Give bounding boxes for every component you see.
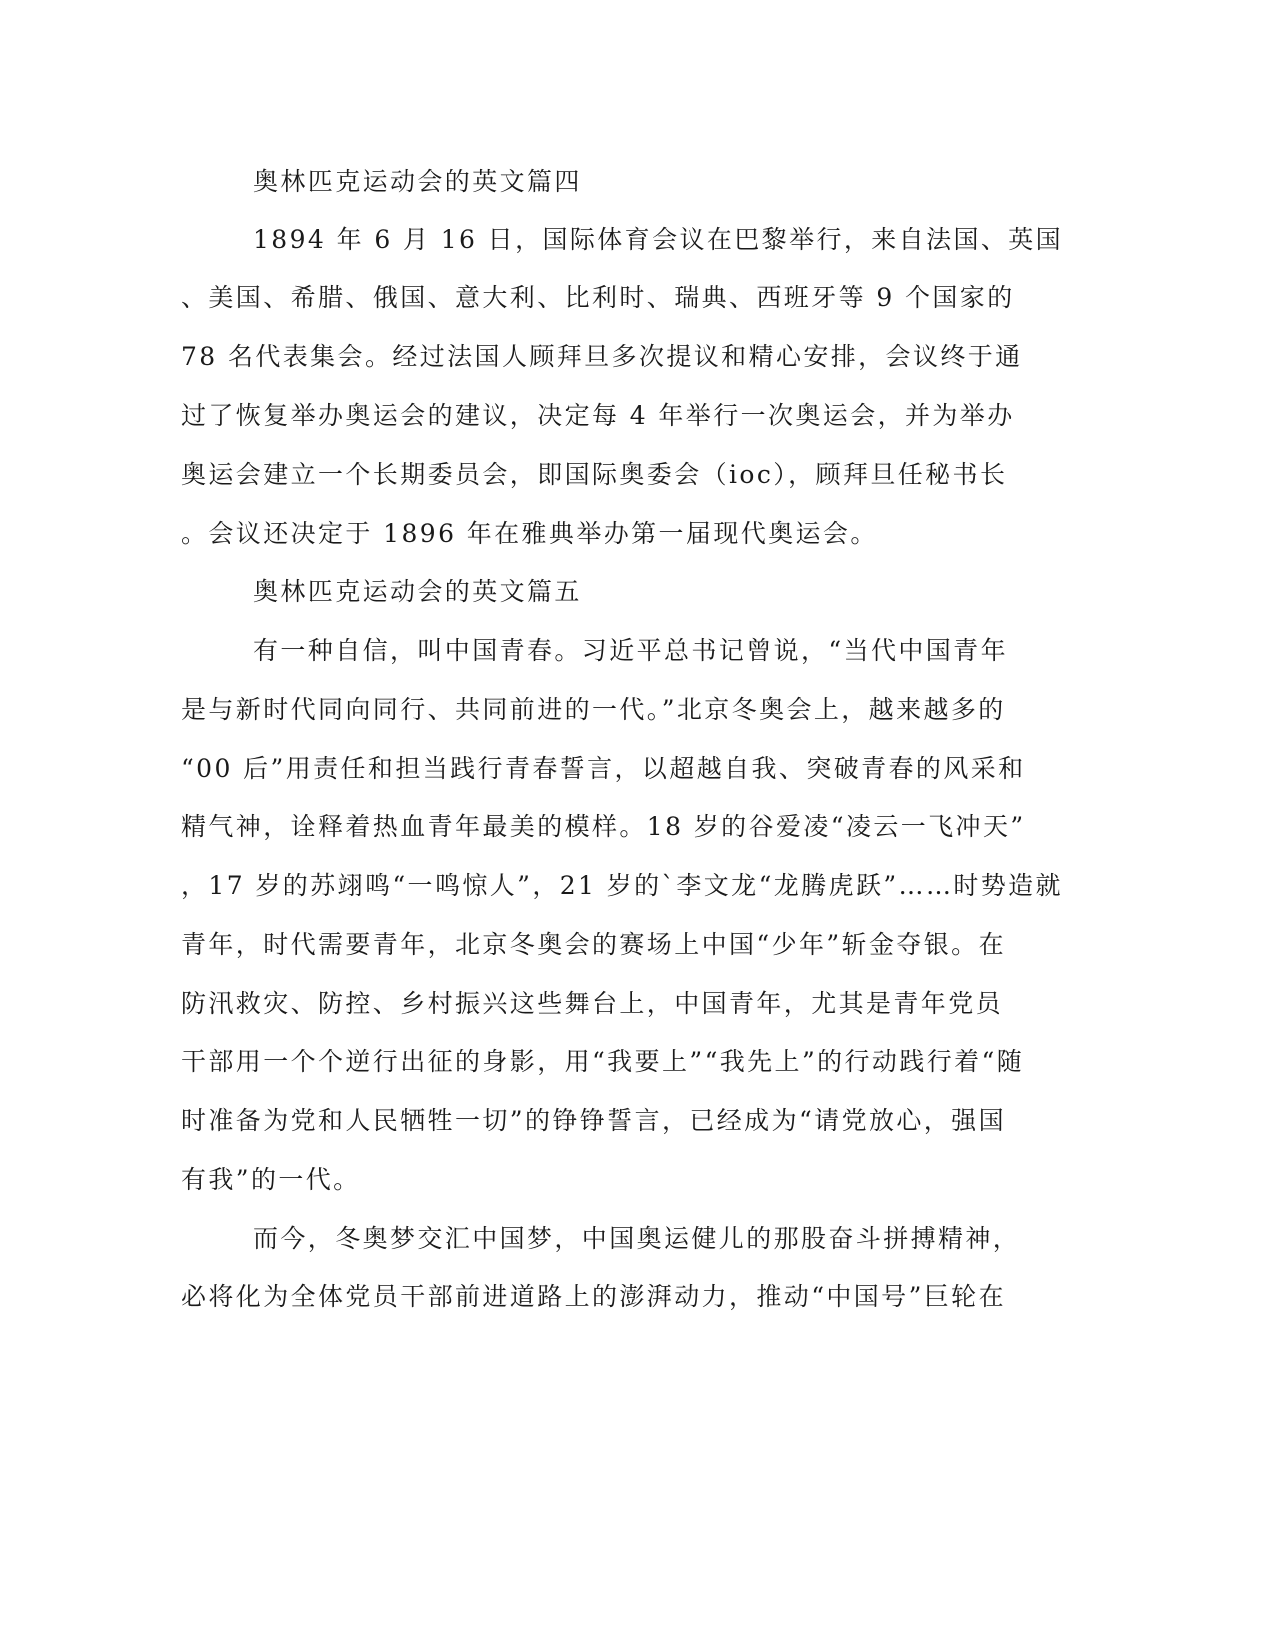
paragraph-line: 时准备为党和人民牺牲一切”的铮铮誓言，已经成为“请党放心，强国 xyxy=(181,1106,1006,1135)
paragraph-line: 78 名代表集会。经过法国人顾拜旦多次提议和精心安排，会议终于通 xyxy=(181,342,1023,371)
section-heading-5: 奥林匹克运动会的英文篇五 xyxy=(253,577,582,606)
paragraph-line: ，17 岁的苏翊鸣“一鸣惊人”，21 岁的`李文龙“龙腾虎跃”……时势造就 xyxy=(181,871,1063,900)
paragraph-line: 青年，时代需要青年，北京冬奥会的赛场上中国“少年”斩金夺银。在 xyxy=(181,930,1006,959)
section-heading-4: 奥林匹克运动会的英文篇四 xyxy=(253,167,582,196)
paragraph-line: 必将化为全体党员干部前进道路上的澎湃动力，推动“中国号”巨轮在 xyxy=(181,1282,1006,1311)
paragraph-line: 干部用一个个逆行出征的身影，用“我要上”“我先上”的行动践行着“随 xyxy=(181,1047,1025,1076)
paragraph-line: 是与新时代同向同行、共同前进的一代。”北京冬奥会上，越来越多的 xyxy=(181,695,1006,724)
paragraph-line: 有我”的一代。 xyxy=(181,1165,361,1194)
paragraph-line: 精气神，诠释着热血青年最美的模样。18 岁的谷爱凌“凌云一飞冲天” xyxy=(181,812,1026,841)
paragraph-line: 有一种自信，叫中国青春。习近平总书记曾说，“当代中国青年 xyxy=(253,636,1008,665)
paragraph-line: “00 后”用责任和担当践行青春誓言，以超越自我、突破青春的风采和 xyxy=(181,754,1026,783)
paragraph-line: 。会议还决定于 1896 年在雅典举办第一届现代奥运会。 xyxy=(181,519,878,548)
paragraph-line: 、美国、希腊、俄国、意大利、比利时、瑞典、西班牙等 9 个国家的 xyxy=(181,283,1015,312)
paragraph-line: 而今，冬奥梦交汇中国梦，中国奥运健儿的那股奋斗拼搏精神， xyxy=(253,1224,1021,1253)
paragraph-line: 过了恢复举办奥运会的建议，决定每 4 年举行一次奥运会，并为举办 xyxy=(181,401,1015,430)
paragraph-line: 防汛救灾、防控、乡村振兴这些舞台上，中国青年，尤其是青年党员 xyxy=(181,989,1004,1018)
paragraph-line: 1894 年 6 月 16 日，国际体育会议在巴黎举行，来自法国、英国 xyxy=(253,225,1064,254)
paragraph-line: 奥运会建立一个长期委员会，即国际奥委会（ioc），顾拜旦任秘书长 xyxy=(181,460,1008,489)
